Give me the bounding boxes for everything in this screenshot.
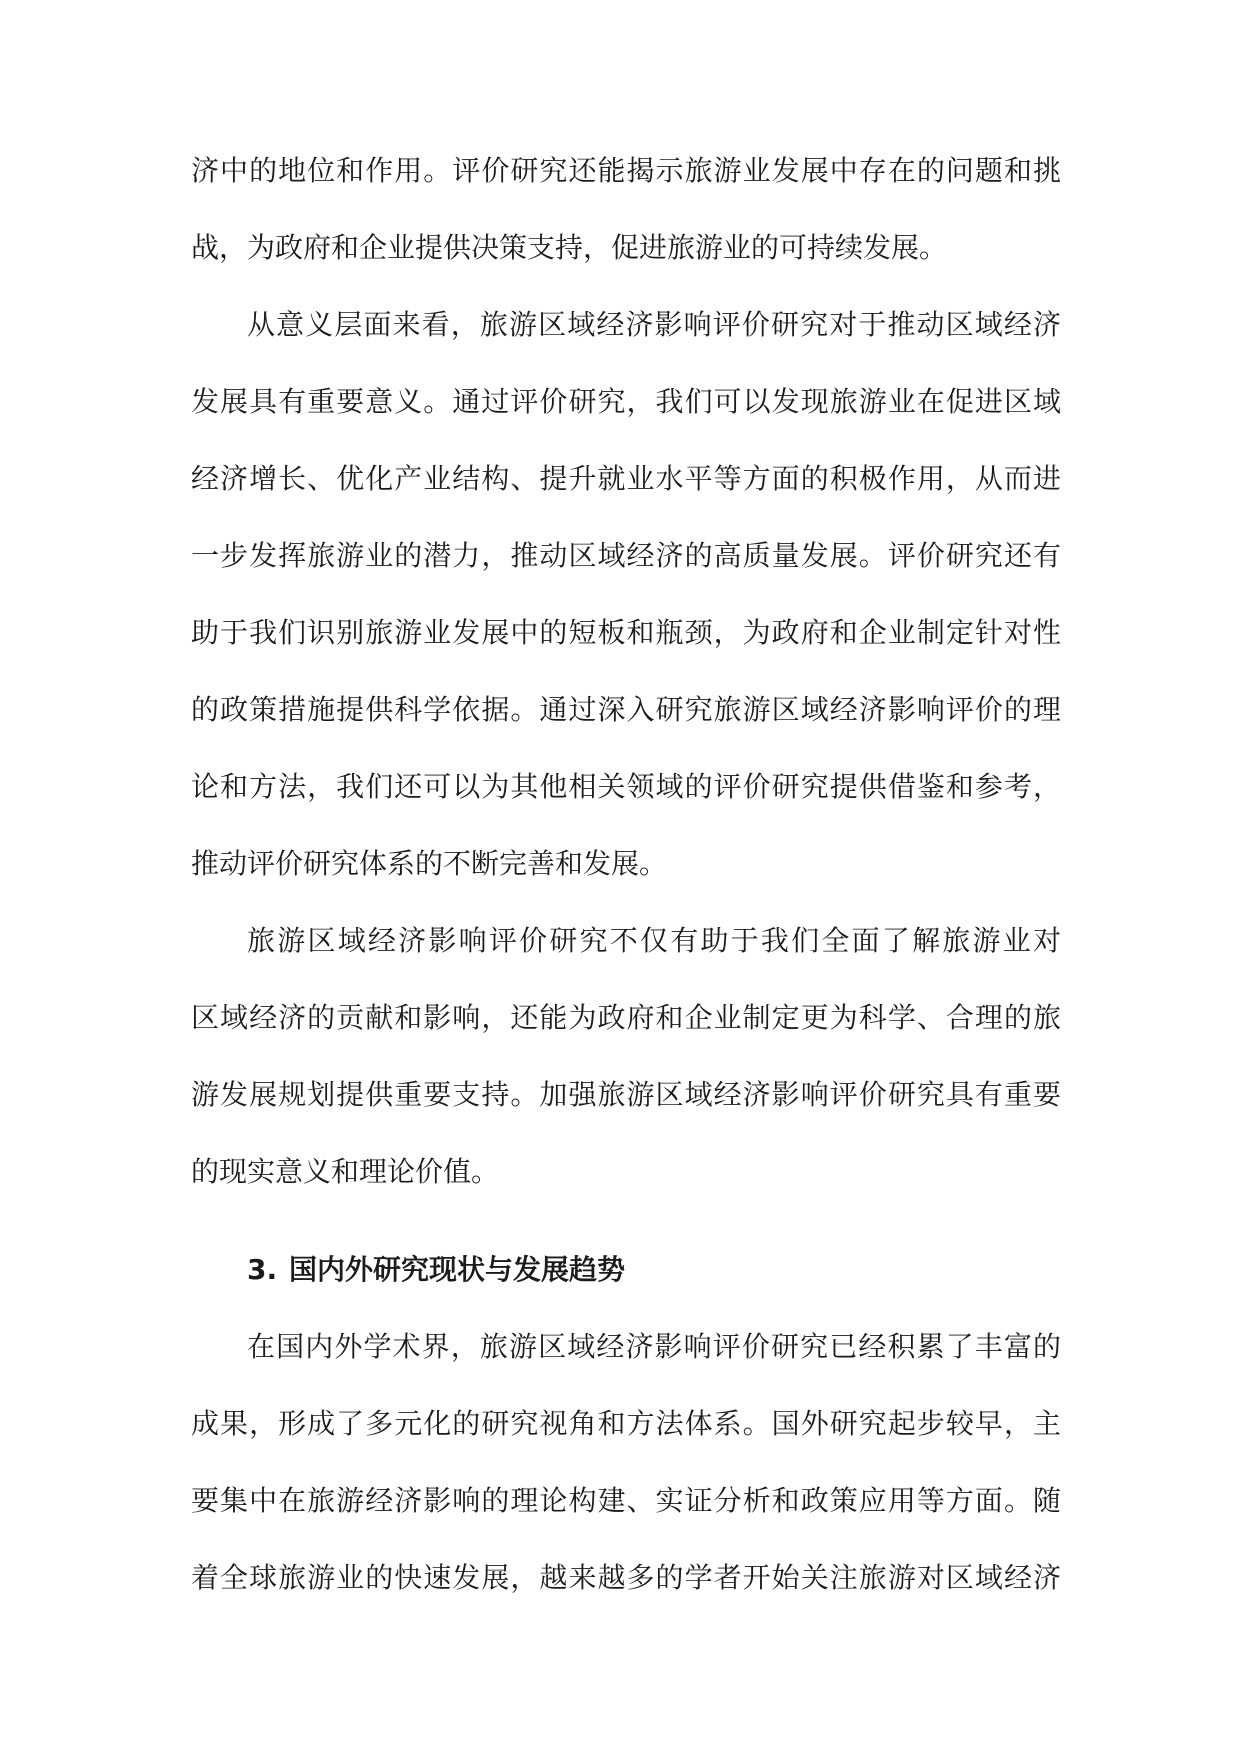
paragraph-2 xyxy=(191,286,1061,902)
paragraph-line: 从意义层面来看，旅游区域经济影响评价研究对于推动区域经济 xyxy=(247,308,1061,341)
paragraph-3 xyxy=(191,902,1061,1210)
paragraph-line: 要集中在旅游经济影响的理论构建、实证分析和政策应用等方面。随 xyxy=(191,1484,1061,1517)
paragraph-line: 游发展规划提供重要支持。加强旅游区域经济影响评价研究具有重要 xyxy=(191,1078,1061,1111)
section-number: 3. xyxy=(247,1253,278,1286)
paragraph-line: 一步发挥旅游业的潜力，推动区域经济的高质量发展。评价研究还有 xyxy=(191,539,1061,572)
paragraph-line: 在国内外学术界，旅游区域经济影响评价研究已经积累了丰富的 xyxy=(247,1330,1061,1363)
paragraph-line: 推动评价研究体系的不断完善和发展。 xyxy=(191,847,668,880)
paragraph-line: 的现实意义和理论价值。 xyxy=(191,1155,500,1188)
paragraph-line: 经济增长、优化产业结构、提升就业水平等方面的积极作用，从而进 xyxy=(191,462,1061,495)
paragraph-line: 战，为政府和企业提供决策支持，促进旅游业的可持续发展。 xyxy=(191,231,948,264)
section-heading xyxy=(191,1231,1061,1308)
document-body xyxy=(191,132,1061,1616)
section-title: 国内外研究现状与发展趋势 xyxy=(289,1253,626,1286)
paragraph-line: 助于我们识别旅游业发展中的短板和瓶颈，为政府和企业制定针对性 xyxy=(191,616,1061,649)
paragraph-line: 的政策措施提供科学依据。通过深入研究旅游区域经济影响评价的理 xyxy=(191,693,1061,726)
paragraph-line: 论和方法，我们还可以为其他相关领域的评价研究提供借鉴和参考， xyxy=(191,770,1061,803)
paragraph-1 xyxy=(191,132,1061,286)
paragraph-line: 区域经济的贡献和影响，还能为政府和企业制定更为科学、合理的旅 xyxy=(191,1001,1061,1034)
paragraph-line: 济中的地位和作用。评价研究还能揭示旅游业发展中存在的问题和挑 xyxy=(191,154,1061,187)
paragraph-line: 成果，形成了多元化的研究视角和方法体系。国外研究起步较早，主 xyxy=(191,1407,1061,1440)
paragraph-line: 发展具有重要意义。通过评价研究，我们可以发现旅游业在促进区域 xyxy=(191,385,1061,418)
paragraph-line: 着全球旅游业的快速发展，越来越多的学者开始关注旅游对区域经济 xyxy=(191,1561,1061,1594)
paragraph-4 xyxy=(191,1308,1061,1616)
paragraph-line: 旅游区域经济影响评价研究不仅有助于我们全面了解旅游业对 xyxy=(247,924,1061,957)
